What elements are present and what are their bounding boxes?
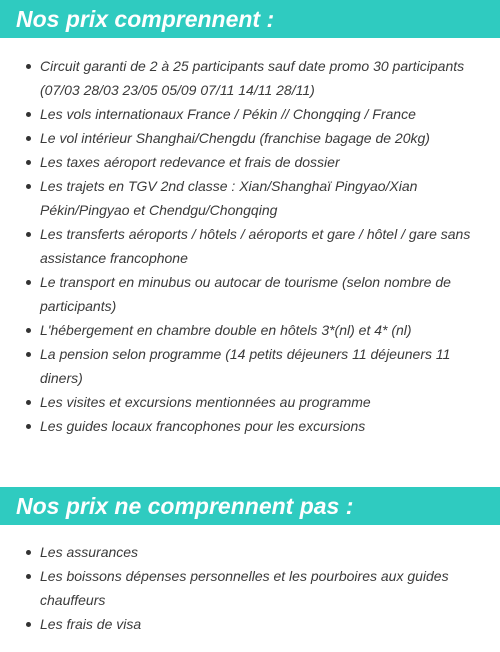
list-item <box>0 414 500 438</box>
list-item <box>0 318 500 342</box>
bullet-icon <box>26 574 31 579</box>
bullet-icon <box>26 328 31 333</box>
list-item-text: La pension selon programme (14 petits déjeuners 11 déjeuners 11 diners) <box>40 346 451 386</box>
excluded-list <box>0 540 500 636</box>
bullet-icon <box>26 550 31 555</box>
list-item-text: Les trajets en TGV 2nd classe : Xian/Shanghaï Pingyao/Xian Pékin/Pingyao et Chendgu/Chongqing <box>40 178 418 218</box>
list-item <box>0 54 500 102</box>
list-item-text: Les guides locaux francophones pour les excursions <box>40 418 366 434</box>
list-item-text: Les boissons dépenses personnelles et les pourboires aux guides chauffeurs <box>40 568 449 608</box>
bullet-icon <box>26 112 31 117</box>
list-item-text: Circuit garanti de 2 à 25 participants sauf date promo 30 participants (07/03 28/03 23/05 05/09 07/11 14/11 28/11) <box>40 58 465 98</box>
list-item <box>0 174 500 222</box>
included-list <box>0 54 500 438</box>
bullet-icon <box>26 352 31 357</box>
list-item-text: Les taxes aéroport redevance et frais de dossier <box>40 154 340 170</box>
bullet-icon <box>26 400 31 405</box>
included-section-title: Nos prix comprennent : <box>0 0 500 38</box>
excluded-section-title: Nos prix ne comprennent pas : <box>0 487 500 525</box>
bullet-icon <box>26 184 31 189</box>
bullet-icon <box>26 64 31 69</box>
bullet-icon <box>26 280 31 285</box>
list-item-text: L'hébergement en chambre double en hôtels 3*(nl) et 4* (nl) <box>40 322 412 338</box>
list-item <box>0 102 500 126</box>
list-item <box>0 342 500 390</box>
bullet-icon <box>26 232 31 237</box>
list-item <box>0 126 500 150</box>
list-item-text: Le vol intérieur Shanghai/Chengdu (franchise bagage de 20kg) <box>40 130 430 146</box>
bullet-icon <box>26 424 31 429</box>
list-item <box>0 564 500 612</box>
list-item-text: Les vols internationaux France / Pékin // Chongqing / France <box>40 106 416 122</box>
bullet-icon <box>26 136 31 141</box>
bullet-icon <box>26 622 31 627</box>
list-item-text: Les frais de visa <box>40 616 142 632</box>
list-item <box>0 390 500 414</box>
list-item-text: Les transferts aéroports / hôtels / aéroports et gare / hôtel / gare sans assistance francophone <box>40 226 471 266</box>
list-item <box>0 222 500 270</box>
list-item <box>0 270 500 318</box>
list-item-text: Les visites et excursions mentionnées au programme <box>40 394 371 410</box>
list-item-text: Les assurances <box>40 544 139 560</box>
bullet-icon <box>26 160 31 165</box>
list-item <box>0 540 500 564</box>
list-item-text: Le transport en minubus ou autocar de tourisme (selon nombre de participants) <box>40 274 451 314</box>
list-item <box>0 612 500 636</box>
list-item <box>0 150 500 174</box>
